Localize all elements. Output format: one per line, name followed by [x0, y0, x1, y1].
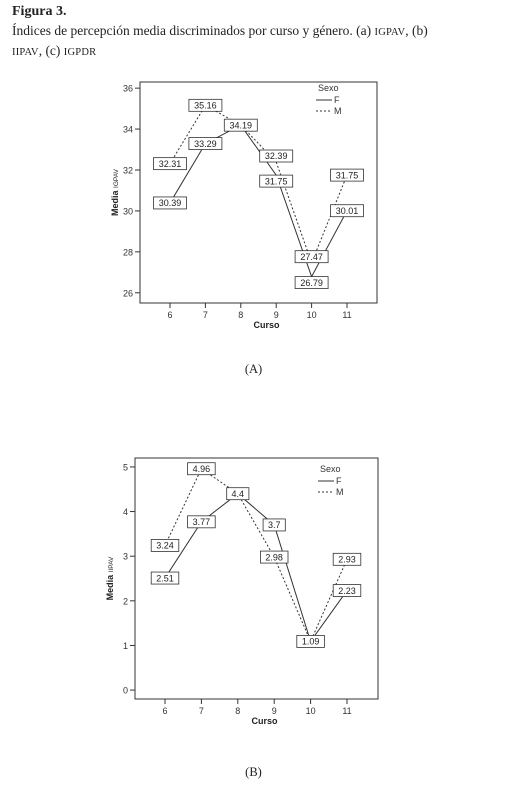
data-label-m [151, 539, 179, 551]
legend-label-m: M [336, 487, 344, 497]
y-tick-label: 0 [122, 685, 128, 696]
caption-text-c: , (c) [38, 43, 64, 58]
x-tick-label: 9 [271, 706, 277, 716]
data-label-text: 33.29 [194, 138, 217, 149]
data-label-f [260, 175, 293, 187]
data-label-text: 2.23 [338, 585, 356, 596]
data-label-text: 35.16 [194, 100, 217, 111]
y-axis-title-main: Media [110, 187, 120, 216]
caption-abbrev-igpdr: IGPDR [63, 47, 97, 58]
data-label-text: 2.98 [265, 552, 283, 563]
data-label-f [154, 197, 187, 209]
data-label-text: 31.75 [264, 176, 288, 187]
data-label-f [331, 205, 364, 217]
legend-title: Sexo [318, 83, 339, 93]
y-axis-title-main: Media [105, 572, 115, 601]
data-label-text: 32.31 [158, 158, 182, 169]
data-label-m [331, 169, 364, 181]
data-label-m [260, 551, 288, 563]
caption-text: Índices de percepción media discriminados por curso y género. (a) [12, 23, 375, 38]
y-tick-label: 30 [122, 206, 133, 217]
series-line-m [165, 469, 347, 642]
data-label-f [333, 585, 361, 597]
data-label-f [224, 119, 257, 131]
caption-abbrev-iipav: IIPAV [12, 47, 39, 58]
panel-label-a: (A) [244, 362, 263, 376]
chart-iipav [0, 450, 507, 740]
x-tick-label: 11 [342, 706, 352, 716]
data-label-m [154, 158, 187, 170]
x-tick-label: 9 [273, 310, 279, 320]
legend-title: Sexo [320, 464, 341, 474]
legend-label-f: F [336, 476, 342, 486]
y-axis-title-sub: IIPAV [108, 556, 115, 573]
x-tick-label: 8 [238, 310, 244, 320]
data-label-text: 32.39 [264, 151, 288, 162]
data-label-text: 34.19 [229, 120, 253, 131]
data-label-m [333, 553, 361, 565]
data-label-text: 31.75 [335, 170, 359, 181]
data-label-f [227, 488, 249, 500]
data-label-f [188, 516, 216, 528]
data-label-m [189, 99, 222, 111]
data-label-text: 27.47 [300, 251, 323, 262]
y-tick-label: 3 [122, 551, 128, 562]
y-tick-label: 5 [122, 462, 128, 473]
data-label-text: 4.96 [192, 463, 211, 474]
chart-svg [0, 450, 507, 740]
data-label-f [151, 572, 179, 584]
y-tick-label: 32 [122, 165, 133, 176]
data-label-m [188, 463, 216, 475]
data-label-text: 3.7 [267, 520, 281, 531]
y-axis-title-sub: IGPAV [113, 169, 120, 188]
chart-svg [0, 70, 507, 340]
data-label-text: 3.77 [192, 517, 211, 528]
data-label-text: 1.09 [301, 636, 320, 647]
y-tick-label: 1 [122, 640, 128, 651]
data-label-m [295, 251, 328, 263]
caption-text-b: , (b) [405, 23, 428, 38]
data-label-f [297, 635, 325, 647]
y-tick-label: 2 [122, 596, 128, 607]
data-label-text: 4.4 [231, 488, 245, 499]
y-axis-title [105, 556, 115, 600]
x-tick-label: 11 [342, 310, 352, 320]
data-label-m [260, 150, 293, 162]
y-tick-label: 26 [122, 288, 133, 299]
x-tick-label: 10 [306, 310, 317, 320]
panel-label-b: (B) [245, 765, 262, 779]
chart-igpav [0, 70, 507, 340]
data-label-text: 30.39 [158, 198, 182, 209]
data-label-text: 2.93 [338, 554, 356, 565]
x-axis-title: Curso [251, 716, 278, 726]
figure-label: Figura 3. [12, 4, 67, 19]
x-tick-label: 10 [305, 706, 316, 716]
data-label-text: 2.51 [156, 573, 174, 584]
data-label-f [295, 277, 328, 289]
x-axis-title: Curso [253, 320, 280, 330]
data-label-f [189, 138, 222, 150]
x-tick-label: 7 [198, 706, 204, 716]
x-tick-label: 7 [202, 310, 208, 320]
y-tick-label: 36 [122, 83, 133, 94]
series-line-m [170, 105, 347, 262]
y-axis-title [110, 168, 120, 216]
x-tick-label: 6 [167, 310, 173, 320]
x-tick-label: 8 [235, 706, 241, 716]
y-tick-label: 28 [122, 247, 133, 258]
figure-caption [12, 22, 502, 62]
data-label-text: 26.79 [300, 277, 323, 288]
data-label-text: 3.24 [156, 540, 174, 551]
legend-label-f: F [334, 95, 340, 105]
data-label-f [263, 519, 285, 531]
y-tick-label: 34 [122, 124, 133, 135]
legend-label-m: M [334, 106, 342, 116]
caption-abbrev-igpav: IGPAV [374, 27, 406, 38]
y-tick-label: 4 [122, 507, 128, 518]
x-tick-label: 6 [162, 706, 168, 716]
data-label-text: 30.01 [335, 205, 359, 216]
